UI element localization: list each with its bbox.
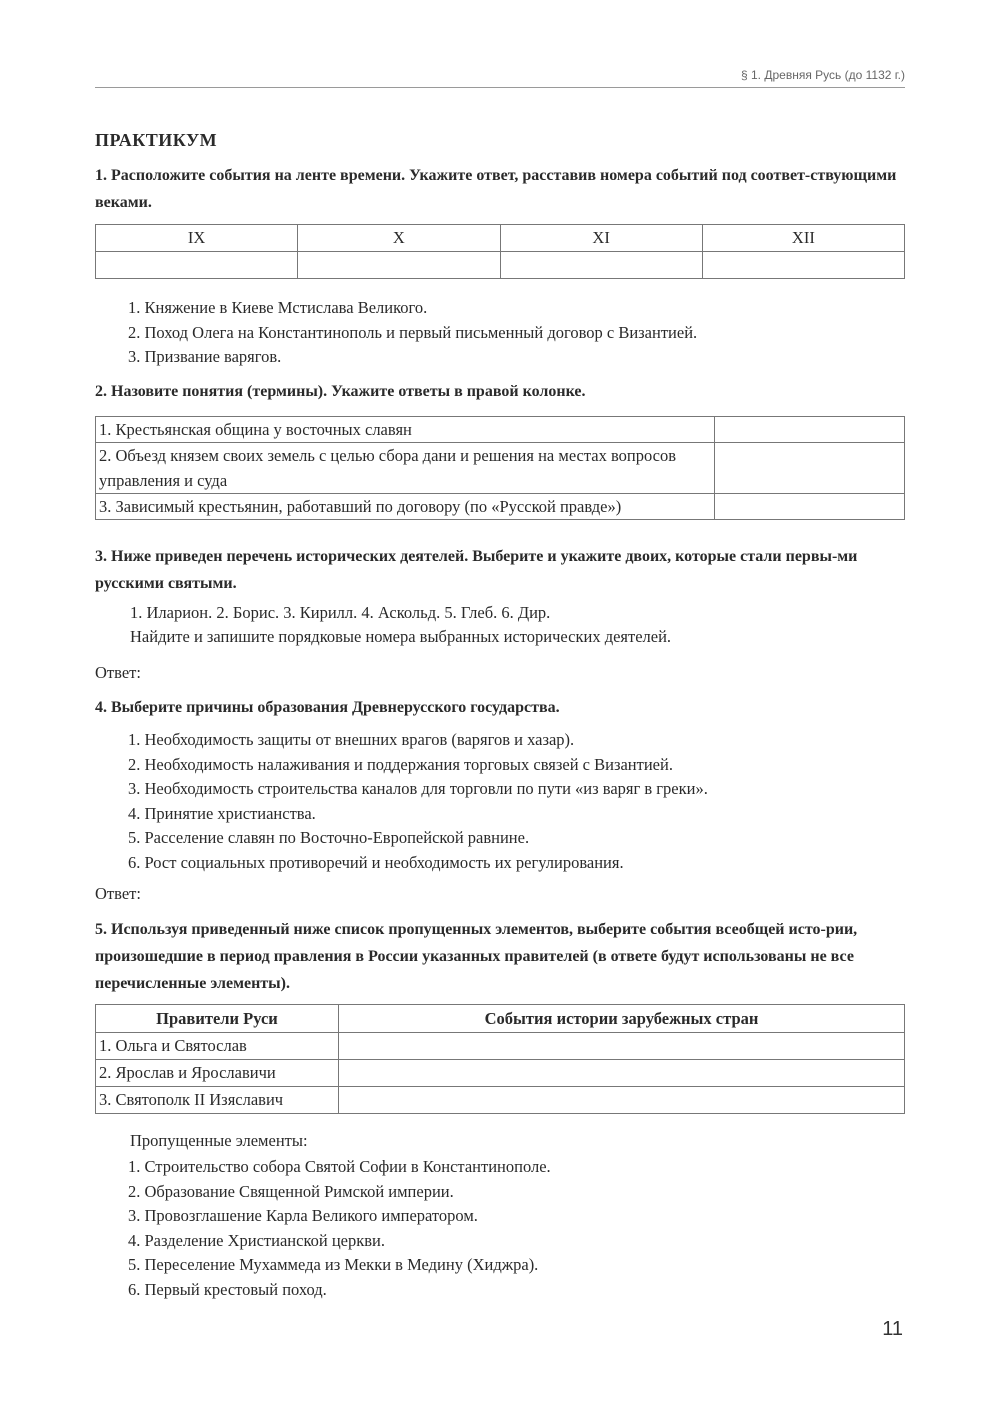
list-item: 4. Разделение Христианской церкви.	[128, 1230, 385, 1250]
answer-cell[interactable]	[298, 252, 500, 279]
list-item: 5. Переселение Мухаммеда из Мекки в Медину (Хиджра).	[128, 1255, 539, 1274]
century-header: X	[298, 225, 500, 252]
answer-label: Ответ:	[95, 884, 141, 903]
answer-cell[interactable]	[500, 252, 702, 279]
ruler-cell: 2. Ярослав и Ярославичи	[96, 1060, 339, 1087]
answer-cell[interactable]	[715, 494, 905, 520]
list-item: 2. Образование Священной Римской империи.	[128, 1181, 454, 1201]
section-title: ПРАКТИКУМ	[95, 130, 218, 150]
task3-options: 1. Иларион. 2. Борис. 3. Кирилл. 4. Аскольд. 5. Глеб. 6. Дир.	[130, 603, 551, 622]
task1-events	[128, 296, 908, 370]
list-item: 2. Необходимость налаживания и поддержания торговых связей с Византией.	[128, 754, 673, 774]
term-definition: 3. Зависимый крестьянин, работавший по договору (по «Русской правде»)	[96, 494, 715, 520]
header-rule	[95, 87, 905, 88]
terms-table	[95, 416, 905, 520]
list-item: 3. Призвание варягов.	[128, 347, 282, 366]
rulers-table	[95, 1004, 905, 1114]
list-item: 2. Поход Олега на Константинополь и первый письменный договор с Византией.	[128, 322, 698, 342]
answer-cell[interactable]	[339, 1033, 905, 1060]
list-item: 5. Расселение славян по Восточно-Европейской равнине.	[128, 828, 530, 847]
answer-cell[interactable]	[702, 252, 904, 279]
answer-cell[interactable]	[715, 443, 905, 494]
ruler-cell: 1. Ольга и Святослав	[96, 1033, 339, 1060]
running-head: § 1. Древняя Русь (до 1132 г.)	[741, 68, 905, 82]
missing-label: Пропущенные элементы:	[130, 1131, 308, 1150]
list-item: 6. Первый крестовый поход.	[128, 1279, 327, 1299]
column-header: События истории зарубежных стран	[339, 1005, 905, 1033]
answer-cell[interactable]	[715, 417, 905, 443]
answer-cell[interactable]	[339, 1060, 905, 1087]
term-definition: 2. Объезд князем своих земель с целью сбора дани и решения на местах вопросов управления и суда	[96, 443, 715, 494]
term-definition: 1. Крестьянская община у восточных славян	[96, 417, 715, 443]
task2-prompt: 2. Назовите понятия (термины). Укажите ответы в правой колонке.	[95, 383, 586, 400]
list-item: 4. Принятие христианства.	[128, 803, 316, 823]
century-header: XII	[702, 225, 904, 252]
task1-prompt: 1. Расположите события на ленте времени. Укажите ответ, расставив номера событий под соответ-ствующими веками.	[95, 167, 897, 211]
list-item: 6. Рост социальных противоречий и необходимость их регулирования.	[128, 852, 624, 872]
column-header: Правители Руси	[96, 1005, 339, 1033]
timeline-table	[95, 224, 905, 279]
page-number: 11	[882, 1318, 903, 1340]
task4-prompt: 4. Выберите причины образования Древнерусского государства.	[95, 699, 560, 716]
list-item: 1. Княжение в Киеве Мстислава Великого.	[128, 298, 428, 317]
century-header: IX	[96, 225, 298, 252]
answer-cell[interactable]	[339, 1087, 905, 1114]
answer-label: Ответ:	[95, 663, 141, 682]
task5-missing-items	[128, 1155, 908, 1302]
ruler-cell: 3. Святополк II Изяславич	[96, 1087, 339, 1114]
task3-prompt: 3. Ниже приведен перечень исторических деятелей. Выберите и укажите двоих, которые стали первы-ми русскими святыми.	[95, 548, 858, 592]
list-item: 1. Строительство собора Святой Софии в Константинополе.	[128, 1157, 551, 1176]
list-item: 3. Необходимость строительства каналов для торговли по пути «из варяг в греки».	[128, 779, 708, 798]
task3-instruction: Найдите и запишите порядковые номера выбранных исторических деятелей.	[130, 627, 672, 646]
list-item: 1. Необходимость защиты от внешних врагов (варягов и хазар).	[128, 730, 575, 749]
task5-prompt: 5. Используя приведенный ниже список пропущенных элементов, выберите события всеобщей исто-рии, произошедшие в период правления в России указанных правителей (в ответе будут использованы не все перечисленные элементы).	[95, 921, 858, 992]
answer-cell[interactable]	[96, 252, 298, 279]
task4-items	[128, 728, 908, 875]
century-header: XI	[500, 225, 702, 252]
list-item: 3. Провозглашение Карла Великого императором.	[128, 1206, 478, 1225]
